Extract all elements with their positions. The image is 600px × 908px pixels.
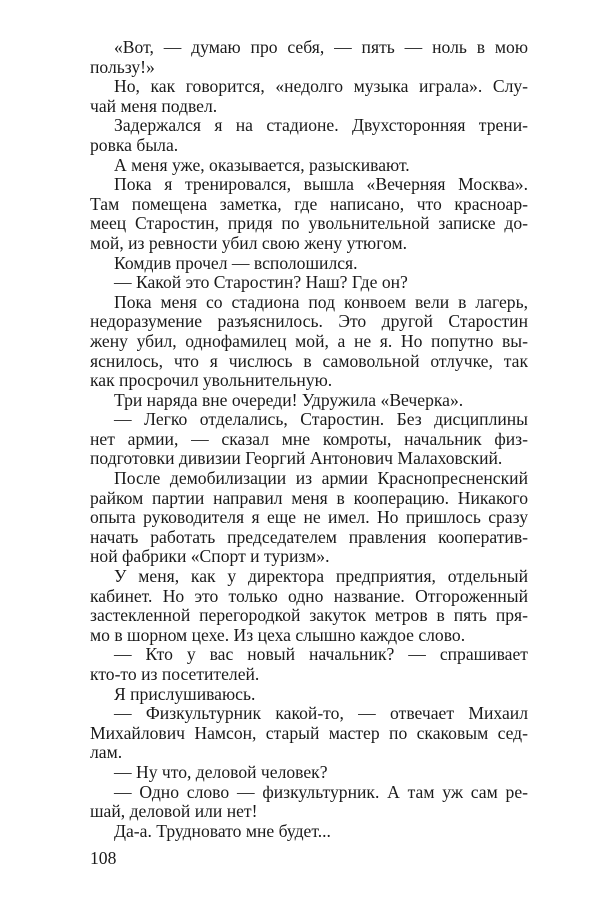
text-line: После демобилизации из армии Краснопресненский xyxy=(114,468,528,489)
paragraph xyxy=(90,469,528,567)
paragraph xyxy=(90,77,528,116)
paragraph xyxy=(90,645,528,684)
text-line: райком партии направил меня в кооперацию. Никакого xyxy=(90,487,528,508)
text-line: меец Старостин, придя по увольнительной записке до- xyxy=(90,213,528,234)
text-line: — Ну что, деловой человек? xyxy=(114,761,328,782)
text-line: — Кто у вас новый начальник? — спрашивает xyxy=(114,644,528,665)
text-line: А меня уже, оказывается, разыскивают. xyxy=(114,154,410,175)
text-line: жену убил, однофамилец мой, а не я. Но попутно вы- xyxy=(90,330,528,351)
text-line: начать работать председателем правления кооператив- xyxy=(90,526,528,547)
text-line: пользу!» xyxy=(90,56,155,77)
text-line: подготовки дивизии Георгий Антонович Малаховский. xyxy=(90,448,503,469)
text-line: опыта руководителя я еще не имел. Но пришлось сразу xyxy=(90,507,528,528)
paragraph xyxy=(90,685,528,705)
text-line: мо в шорном цехе. Из цеха слышно каждое слово. xyxy=(90,624,466,645)
text-line: как просрочил увольнительную. xyxy=(90,370,333,391)
text-line: Задержался я на стадионе. Двухсторонняя трени- xyxy=(114,115,528,136)
text-line: чай меня подвел. xyxy=(90,95,218,116)
text-line: У меня, как у директора предприятия, отдельный xyxy=(114,566,528,587)
paragraph xyxy=(90,410,528,469)
text-line: Да-а. Трудновато мне будет... xyxy=(114,820,331,841)
paragraph xyxy=(90,391,528,411)
paragraph xyxy=(90,156,528,176)
paragraph xyxy=(90,822,528,842)
text-line: недоразумение разъяснилось. Это другой Старостин xyxy=(90,311,528,332)
text-line: Но, как говорится, «недолго музыка играла». Слу- xyxy=(114,76,528,97)
text-line: Пока меня со стадиона под конвоем вели в лагерь, xyxy=(114,291,528,312)
page-number: 108 xyxy=(90,848,117,868)
paragraph xyxy=(90,293,528,391)
paragraph xyxy=(90,175,528,253)
paragraph xyxy=(90,704,528,763)
paragraph xyxy=(90,254,528,274)
text-line: Три наряда вне очереди! Удружила «Вечерка». xyxy=(114,389,464,410)
text-line: лам. xyxy=(90,742,123,763)
text-line: — Легко отделались, Старостин. Без дисциплины xyxy=(114,409,528,430)
text-line: мой, из ревности убил свою жену утюгом. xyxy=(90,232,407,253)
text-line: Михайлович Намсон, старый мастер по скаковым сед- xyxy=(90,722,528,743)
text-line: Там помещена заметка, где написано, что красноар- xyxy=(90,193,528,214)
text-line: кто-то из посетителей. xyxy=(90,664,260,684)
paragraph xyxy=(90,567,528,645)
paragraph xyxy=(90,783,528,822)
text-line: — Физкультурник какой-то, — отвечает Михаил xyxy=(114,703,528,724)
paragraph xyxy=(90,273,528,293)
text-line: «Вот, — думаю про себя, — пять — ноль в мою xyxy=(114,37,528,57)
text-line: шай, деловой или нет! xyxy=(90,801,258,822)
text-line: — Какой это Старостин? Наш? Где он? xyxy=(114,272,408,293)
text-line: нет армии, — сказал мне комроты, начальник физ- xyxy=(90,428,528,449)
body-text xyxy=(90,38,528,841)
text-line: застекленной перегородкой закуток метров в пять пря- xyxy=(90,605,528,626)
text-line: яснилось, что я числюсь в самовольной отлучке, так xyxy=(90,350,528,371)
text-line: кабинет. Но это только одно название. Отгороженный xyxy=(90,585,528,606)
text-line: Пока я тренировался, вышла «Вечерняя Москва». xyxy=(114,174,528,195)
text-line: — Одно слово — физкультурник. А там уж сам ре- xyxy=(114,781,528,802)
text-line: ной фабрики «Спорт и туризм». xyxy=(90,546,330,567)
paragraph xyxy=(90,116,528,155)
text-line: Комдив прочел — всполошился. xyxy=(114,252,358,273)
text-line: ровка была. xyxy=(90,134,179,155)
paragraph xyxy=(90,38,528,77)
text-line: Я прислушиваюсь. xyxy=(114,683,256,704)
paragraph xyxy=(90,763,528,783)
